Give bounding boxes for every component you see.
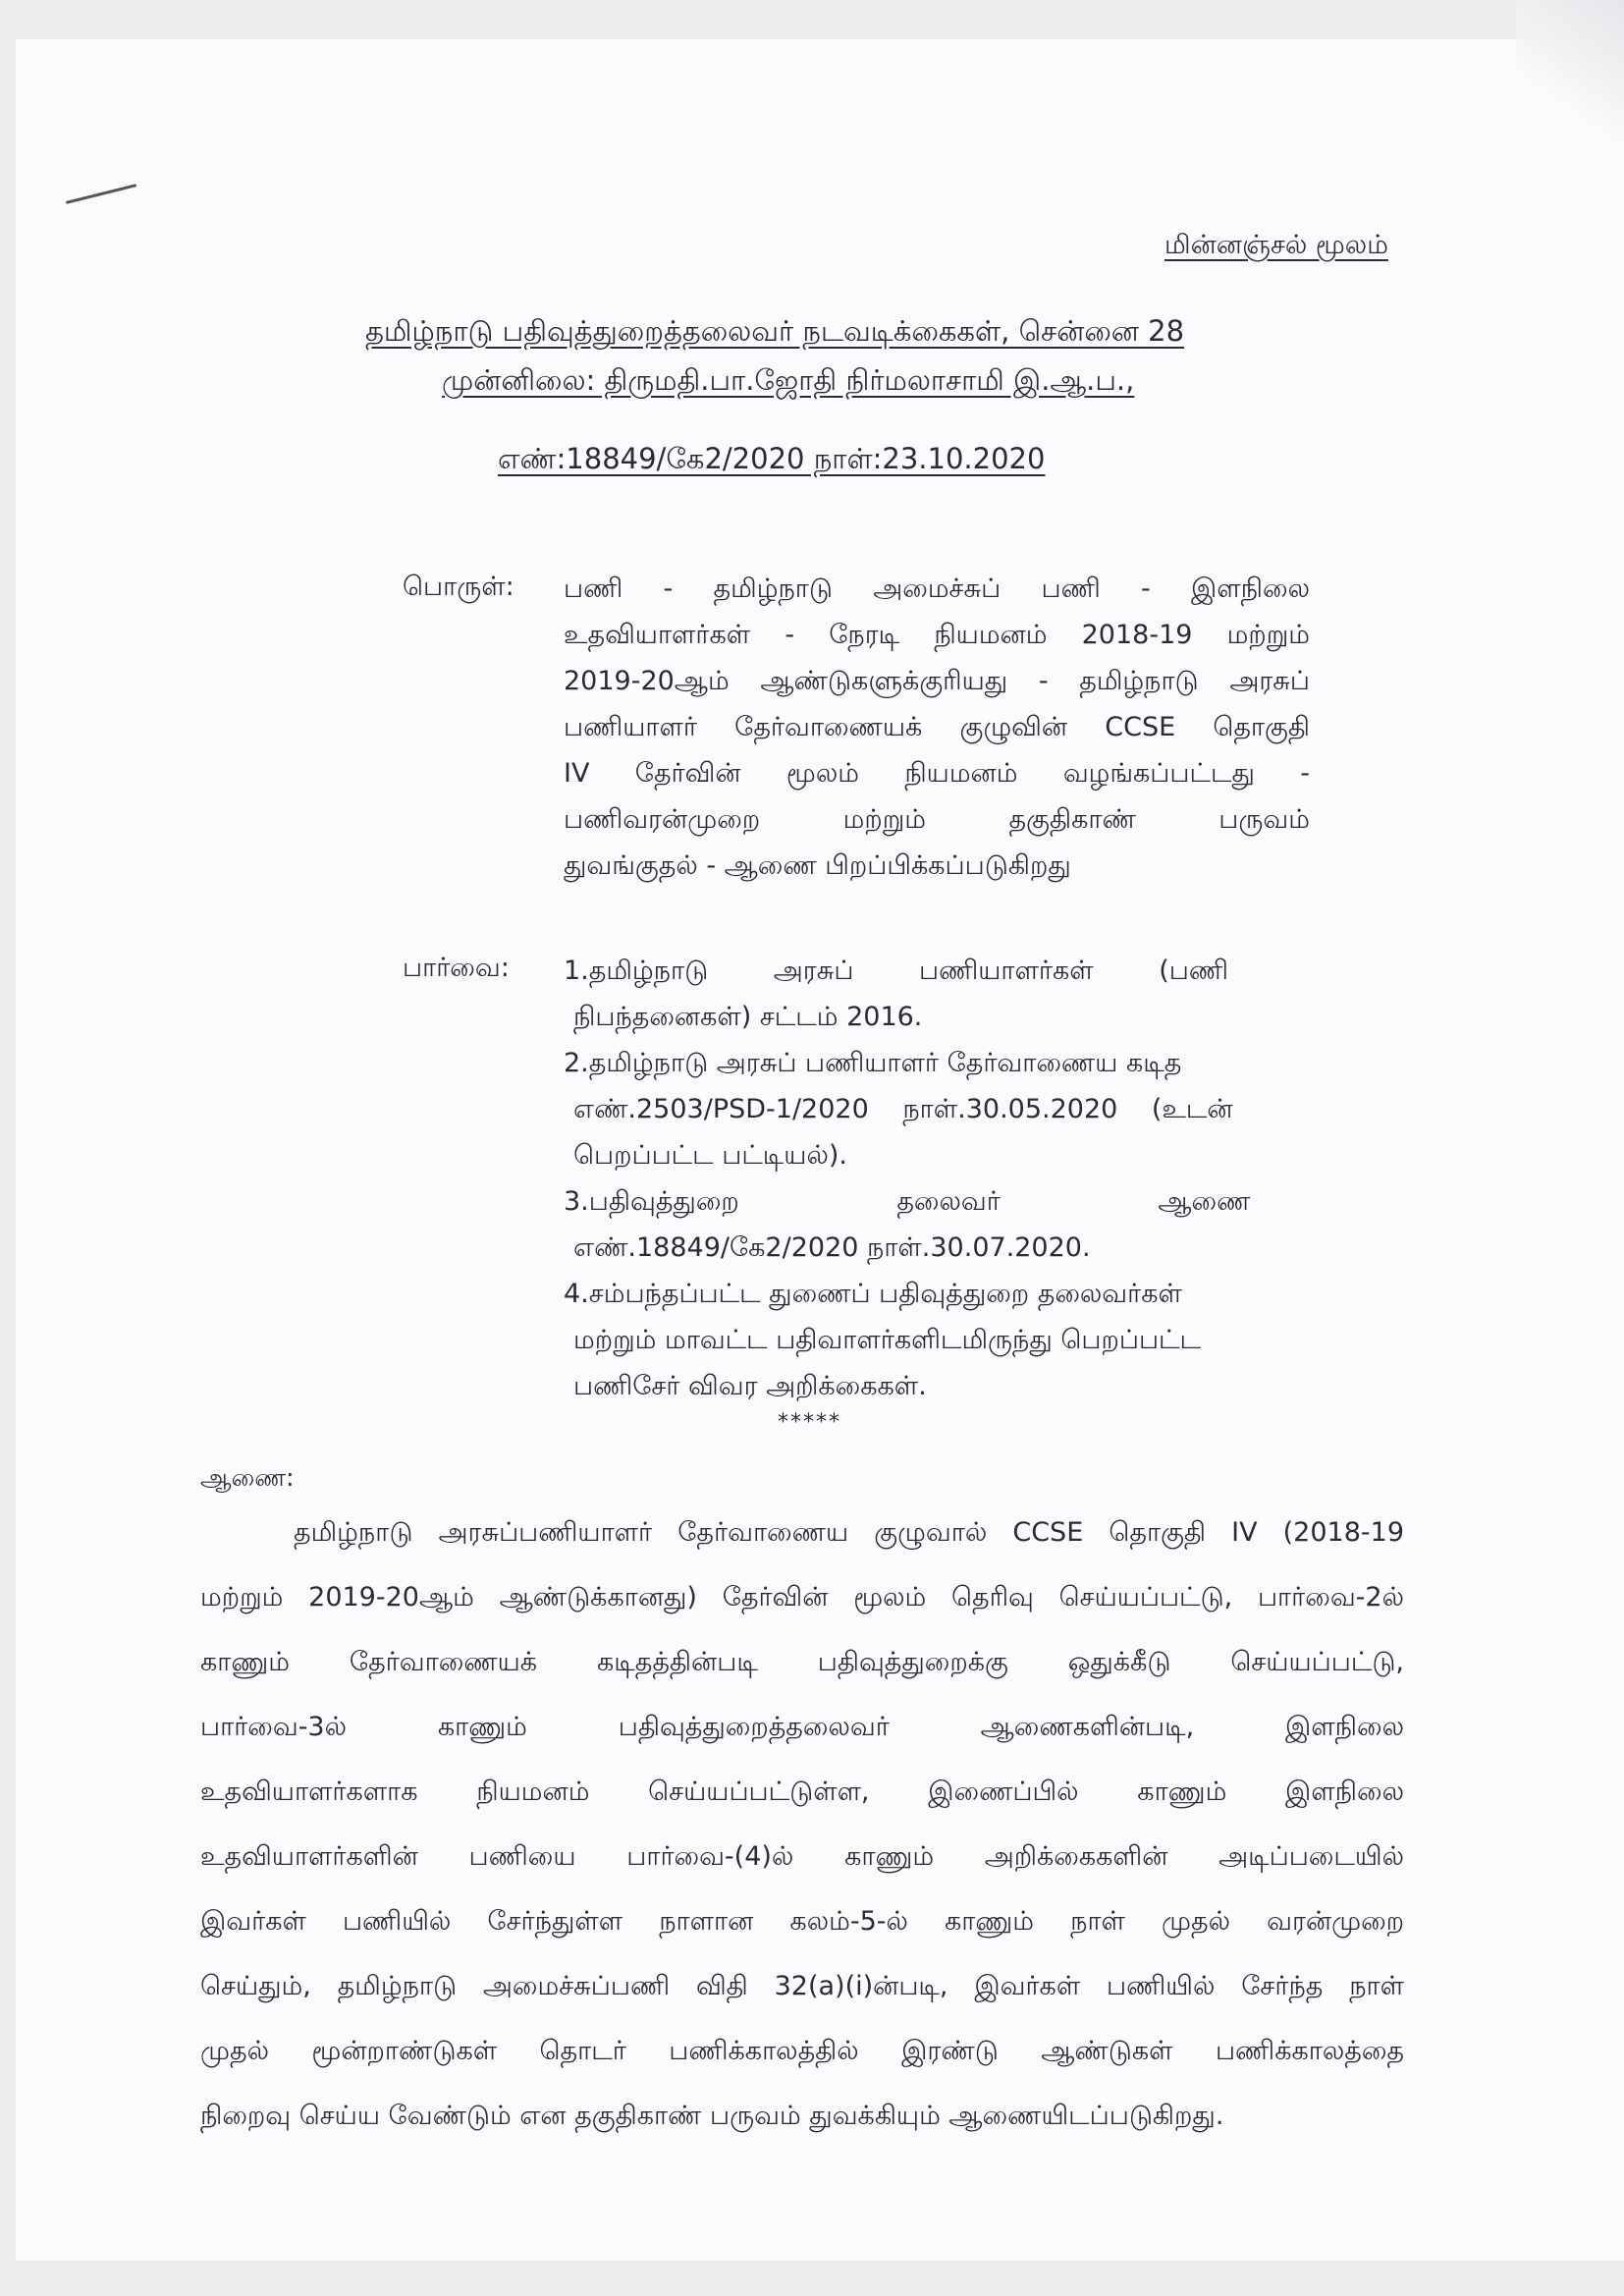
- reference-line: எண்.2503/PSD-1/2020 நாள்.30.05.2020 (உடன்: [573, 1094, 1233, 1124]
- delivery-mode-note: மின்னஞ்சல் மூலம்: [1164, 230, 1388, 260]
- scan-border-top: [0, 0, 1624, 39]
- section-separator: *****: [778, 1410, 841, 1435]
- reference-item: [564, 1040, 1310, 1178]
- order-line: மற்றும் 2019-20ஆம் ஆண்டுக்கானது) தேர்வின் மூலம் தெரிவு செய்யப்பட்டு, பார்வை-2ல்: [200, 1582, 1404, 1613]
- reference-item: [564, 1178, 1310, 1271]
- subject-text: [564, 566, 1310, 889]
- reference-line: எண்.18849/கே2/2020 நாள்.30.07.2020.: [573, 1232, 1091, 1263]
- order-line: தமிழ்நாடு அரசுப்பணியாளர் தேர்வாணைய குழுவால் CCSE தொகுதி IV (2018-19: [294, 1517, 1404, 1548]
- subject-line: பணி - தமிழ்நாடு அமைச்சுப் பணி - இளநிலை: [564, 574, 1310, 604]
- subject-line: 2019-20ஆம் ஆண்டுகளுக்குரியது - தமிழ்நாடு அரசுப்: [564, 666, 1310, 696]
- subject-line: IV தேர்வின் மூலம் நியமனம் வழங்கப்பட்டது -: [564, 758, 1310, 789]
- subject-line: துவங்குதல் - ஆணை பிறப்பிக்கப்படுகிறது: [564, 850, 1071, 881]
- reference-line: 2.தமிழ்நாடு அரசுப் பணியாளர் தேர்வாணைய கடித: [564, 1048, 1182, 1078]
- scan-border-bottom: [0, 2261, 1624, 2296]
- scan-border-left: [0, 0, 16, 2296]
- order-line: செய்தும், தமிழ்நாடு அமைச்சுப்பணி விதி 32(a)(i)ன்படி, இவர்கள் பணியில் சேர்ந்த நாள்: [200, 1971, 1404, 2001]
- order-line: நிறைவு செய்ய வேண்டும் என தகுதிகாண் பருவம் துவக்கியும் ஆணையிடப்படுகிறது.: [200, 2101, 1224, 2131]
- reference-line: பெறப்பட்ட பட்டியல்).: [573, 1140, 847, 1171]
- references-label: பார்வை:: [403, 953, 510, 983]
- subject-line: உதவியாளர்கள் - நேரடி நியமனம் 2018-19 மற்றும்: [564, 620, 1310, 650]
- order-line: உதவியாளர்களின் பணியை பார்வை-(4)ல் காணும் அறிக்கைகளின் அடிப்படையில்: [200, 1841, 1404, 1872]
- subject-line: பணிவரன்முறை மற்றும் தகுதிகாண் பருவம்: [564, 804, 1310, 835]
- references-list: [564, 948, 1310, 1409]
- reference-item: [564, 1271, 1310, 1409]
- order-body: [200, 1501, 1404, 2149]
- reference-line: மற்றும் மாவட்ட பதிவாளர்களிடமிருந்து பெறப்பட்ட: [573, 1325, 1202, 1355]
- order-line: பார்வை-3ல் காணும் பதிவுத்துறைத்தலைவர் ஆணைகளின்படி, இளநிலை: [200, 1712, 1404, 1742]
- reference-item: [564, 948, 1310, 1040]
- reference-line: 3.பதிவுத்துறை தலைவர் ஆணை: [564, 1186, 1251, 1217]
- reference-line: 1.தமிழ்நாடு அரசுப் பணியாளர்கள் (பணி: [564, 956, 1228, 986]
- order-line: காணும் தேர்வாணையக் கடிதத்தின்படி பதிவுத்துறைக்கு ஒதுக்கீடு செய்யப்பட்டு,: [200, 1647, 1404, 1677]
- reference-line: நிபந்தனைகள்) சட்டம் 2016.: [573, 1002, 923, 1032]
- subject-label: பொருள்:: [403, 572, 514, 602]
- order-line: உதவியாளர்களாக நியமனம் செய்யப்பட்டுள்ள, இணைப்பில் காணும் இளநிலை: [200, 1777, 1404, 1807]
- reference-line: 4.சம்பந்தப்பட்ட துணைப் பதிவுத்துறை தலைவர்கள்: [564, 1279, 1182, 1309]
- order-label: ஆணை:: [200, 1463, 295, 1492]
- office-heading: தமிழ்நாடு பதிவுத்துறைத்தலைவர் நடவடிக்கைகள், சென்னை 28: [365, 314, 1185, 348]
- reference-line: பணிசேர் விவர அறிக்கைகள்.: [573, 1371, 927, 1401]
- reference-number-date: எண்:18849/கே2/2020 நாள்:23.10.2020: [498, 442, 1046, 475]
- staple-mark: [66, 184, 137, 204]
- page-corner-fold: [1516, 0, 1624, 177]
- order-line: இவர்கள் பணியில் சேர்ந்துள்ள நாளான கலம்-5-ல் காணும் நாள் முதல் வரன்முறை: [200, 1906, 1404, 1937]
- order-line: முதல் மூன்றாண்டுகள் தொடர் பணிக்காலத்தில் இரண்டு ஆண்டுகள் பணிக்காலத்தை: [200, 2036, 1404, 2066]
- subject-line: பணியாளர் தேர்வாணையக் குழுவின் CCSE தொகுதி: [564, 712, 1310, 742]
- presence-line: முன்னிலை: திருமதி.பா.ஜோதி நிர்மலாசாமி இ.ஆ.ப.,: [442, 363, 1135, 397]
